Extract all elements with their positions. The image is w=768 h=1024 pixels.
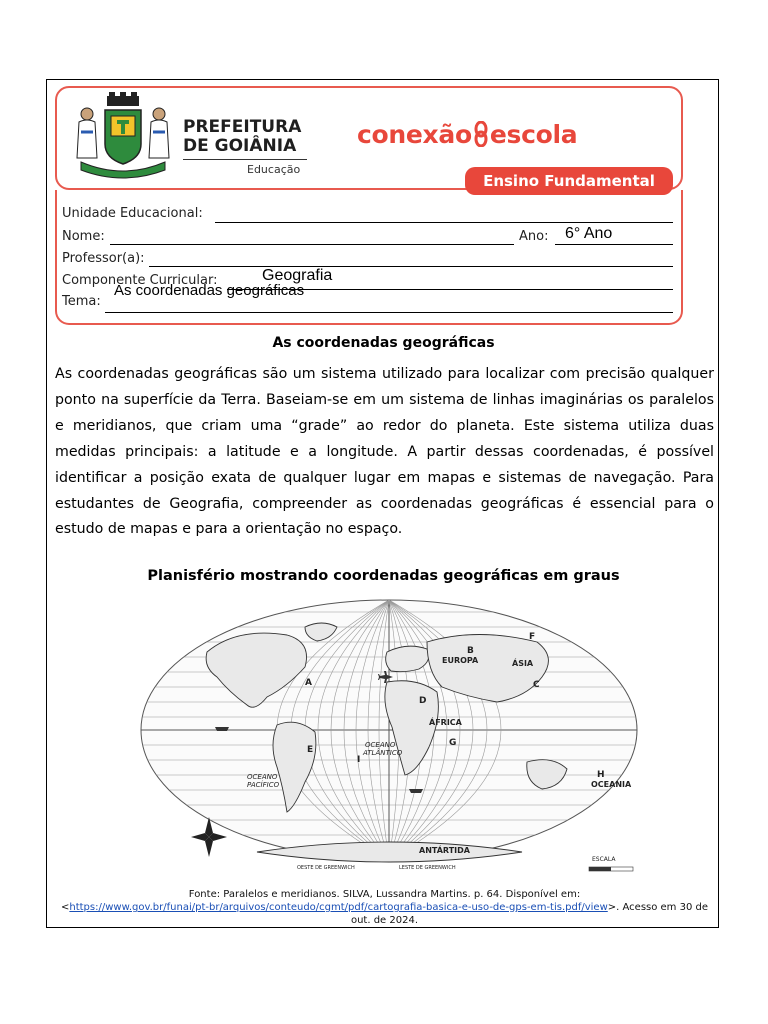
label-escala: ESCALA (592, 856, 616, 863)
ano-field[interactable] (555, 244, 673, 245)
chain-link-icon (472, 121, 490, 147)
professor-field[interactable] (149, 266, 673, 267)
label-pacifico-2: PACÍFICO (247, 781, 280, 789)
conexao-escola-logo (357, 120, 577, 149)
label-europa: EUROPA (442, 656, 479, 665)
map-point-f: F (529, 632, 536, 642)
worksheet-page (46, 79, 719, 928)
prefeitura-line-2: DE GOIÂNIA (183, 136, 297, 156)
intro-paragraph: As coordenadas geográficas são um sistema utilizado para localizar com precisão qualquer ponto na superfície da Terra. Baseiam-se em um sistema de linhas imaginárias os paralelos e meridianos, que criam uma “grade” ao redor do planeta. Este sistema utiliza duas medidas principais: a latitude e a longitude. A partir dessas coordenadas, é possível identificar a posição exata de qualquer lugar em mapas e sistemas de navegação. Para estudantes de Geografia, compreender as coordenadas geográficas é essencial para o estudo de mapas e para a orientação no espaço. (55, 366, 714, 538)
map-point-a: A (305, 678, 312, 688)
ensino-fundamental-badge: Ensino Fundamental (465, 167, 673, 195)
tema-label: Tema: (62, 294, 101, 309)
label-atlantico-2: ATLÂNTICO (363, 749, 403, 757)
label-africa: ÁFRICA (429, 718, 462, 727)
caption-suffix: >. Acesso em 30 de out. de 2024. (350, 902, 709, 926)
nome-field[interactable] (110, 244, 514, 245)
prefeitura-divider (183, 159, 307, 160)
tema-field[interactable] (105, 312, 673, 313)
ano-label: Ano: (519, 229, 549, 244)
map-point-c: C (533, 680, 540, 690)
unidade-field[interactable] (215, 222, 673, 223)
logo-word-1: conexão (357, 120, 472, 149)
source-caption: Fonte: Paralelos e meridianos. SILVA, Lussandra Martins. p. 64. Disponível em: <https://www.gov.br/funai/pt-br/arquivos/conteudo/cgmt/pdf/cartografia-basica-e-uso-de-gps-em-tis.pdf/view>. Acesso em 30 de out. de 2024. (60, 889, 709, 926)
professor-label: Professor(a): (62, 251, 145, 266)
map-title: Planisfério mostrando coordenadas geográficas em graus (147, 568, 620, 584)
map-point-e: E (307, 745, 314, 755)
goiania-coat-of-arms-icon (71, 92, 175, 184)
prefeitura-logo-text (183, 118, 301, 156)
page-title: As coordenadas geográficas (272, 335, 495, 351)
ano-value: 6° Ano (565, 225, 613, 242)
label-pacifico-1: OCEANO (247, 773, 278, 781)
componente-value: Geografia (262, 267, 333, 284)
componente-label: Componente Curricular: (62, 273, 218, 288)
tema-value: As coordenadas geográficas (114, 282, 305, 299)
map-point-d: D (419, 696, 427, 706)
label-antartida: ANTÁRTIDA (419, 846, 470, 855)
unidade-label: Unidade Educacional: (62, 206, 203, 221)
map-point-h: H (597, 770, 605, 780)
prefeitura-subtitle: Educação (247, 163, 301, 176)
label-asia: ÁSIA (512, 659, 534, 668)
nome-label: Nome: (62, 229, 105, 244)
map-point-i: I (357, 755, 361, 765)
source-link[interactable]: https://www.gov.br/funai/pt-br/arquivos/conteudo/cgmt/pdf/cartografia-basica-e-uso-de-gps-em-tis.pdf/view (69, 902, 608, 913)
label-oeste-greenwich: OESTE DE GREENWICH (297, 865, 355, 871)
logo-word-2: escola (489, 120, 578, 149)
map-point-g: G (449, 738, 457, 748)
world-map (137, 597, 642, 887)
label-atlantico-1: OCEANO (365, 741, 396, 749)
prefeitura-line-1: PREFEITURA (183, 117, 302, 137)
caption-prefix: Fonte: Paralelos e meridianos. SILVA, Lussandra Martins. p. 64. Disponível em: (188, 889, 581, 900)
label-oceania: OCEANIA (591, 780, 632, 789)
map-point-b: B (467, 646, 474, 656)
label-leste-greenwich: LESTE DE GREENWICH (399, 865, 456, 871)
scale-bar-fill (589, 867, 611, 871)
